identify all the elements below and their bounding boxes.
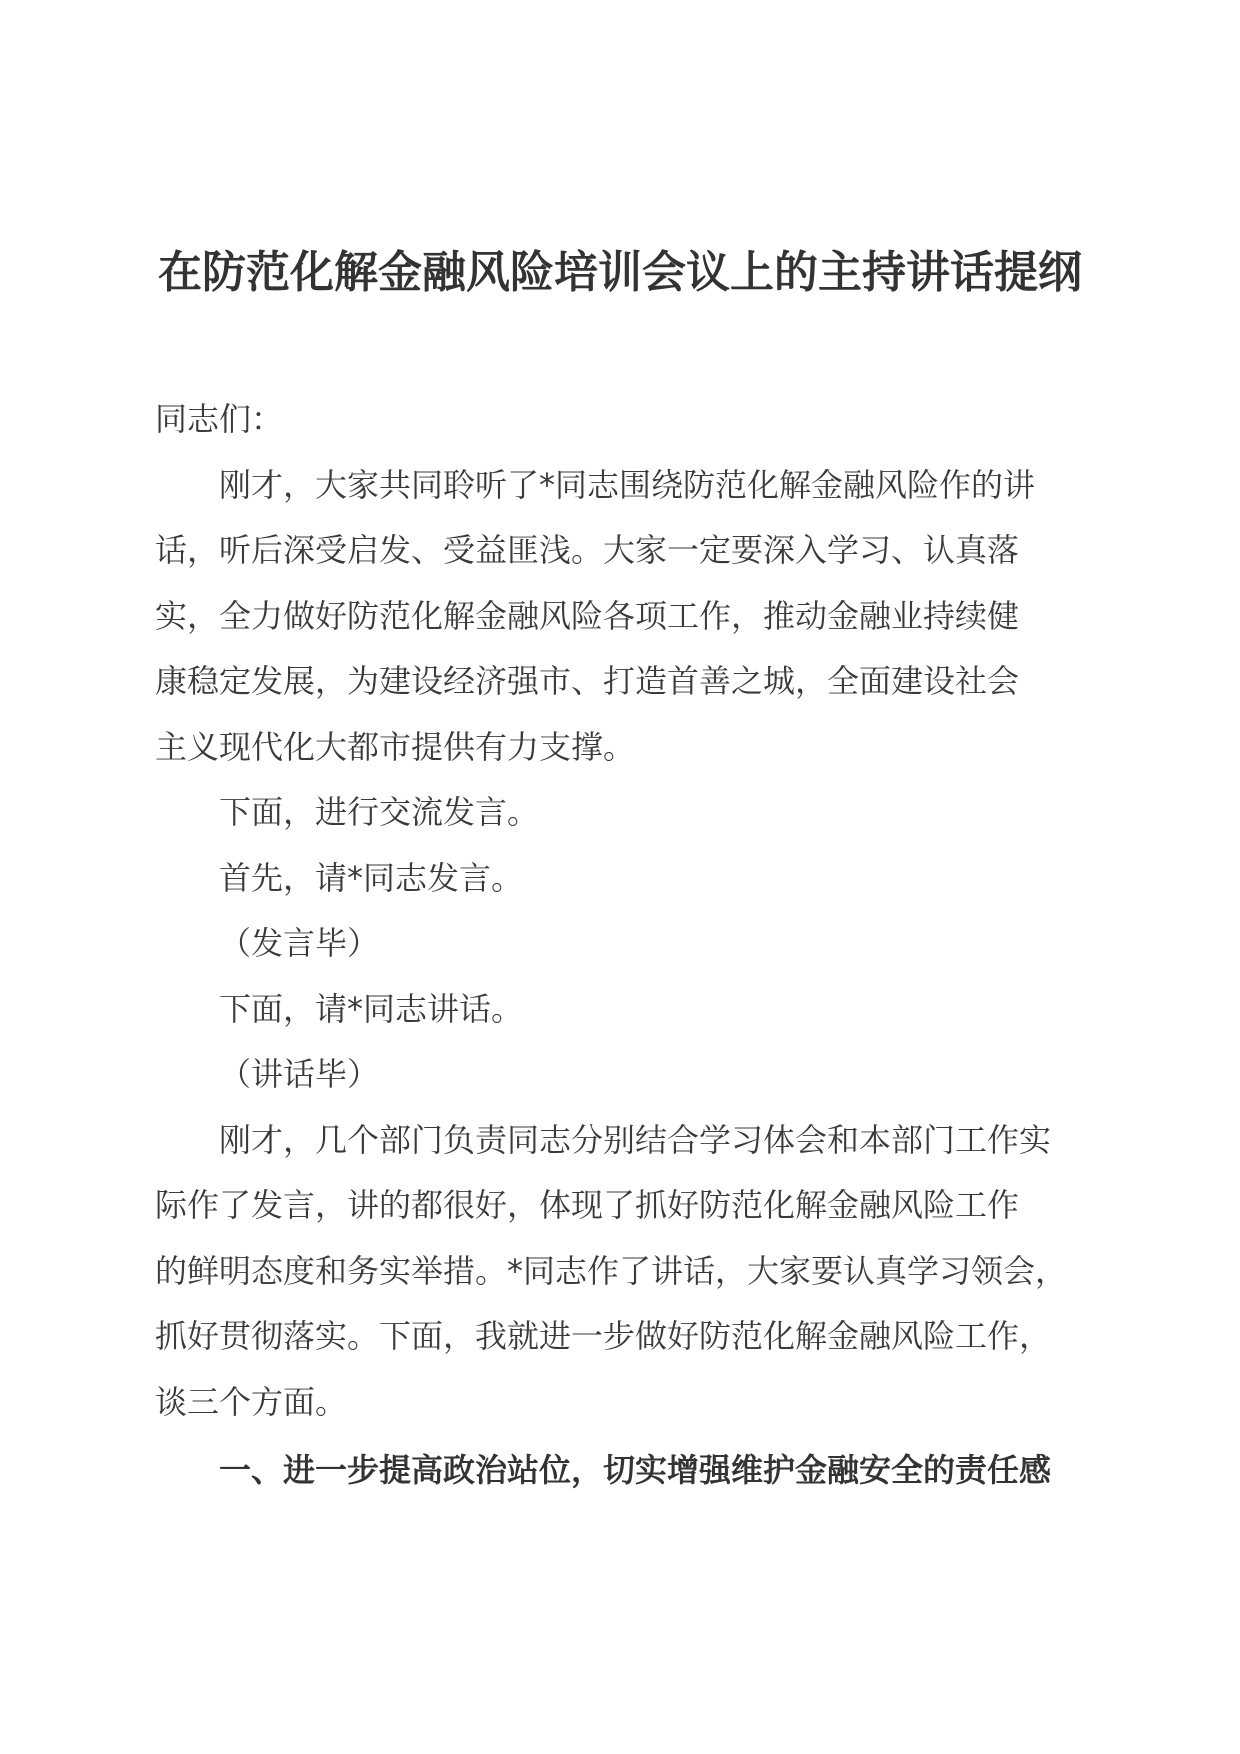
paragraph-line: 际作了发言，讲的都很好，体现了抓好防范化解金融风险工作 <box>155 1186 1020 1224</box>
paragraph-line: 实，全力做好防范化解金融风险各项工作，推动金融业持续健 <box>155 596 1020 635</box>
paragraph-opening <box>155 453 1095 781</box>
paragraph-line: 抓好贯彻落实。下面，我就进一步做好防范化解金融风险工作， <box>155 1317 1052 1355</box>
section-heading-1: 一、进一步提高政治站位，切实增强维护金融安全的责任感 <box>219 1451 1052 1489</box>
paragraph-summary <box>155 1108 1095 1436</box>
paragraph-talk-end: （讲话毕） <box>219 1055 380 1093</box>
paragraph-next-speaker: 下面，请*同志讲话。 <box>219 989 524 1028</box>
document-title: 在防范化解金融风险培训会议上的主持讲话提纲 <box>158 247 1082 298</box>
document-body <box>155 387 1095 1504</box>
paragraph-line: 话，听后深受启发、受益匪浅。大家一定要深入学习、认真落 <box>155 531 1020 569</box>
paragraph-exchange: 下面，进行交流发言。 <box>219 793 540 831</box>
paragraph-line: 刚才，大家共同聆听了*同志围绕防范化解金融风险作的讲 <box>219 465 1036 504</box>
paragraph-first-speaker: 首先，请*同志发言。 <box>219 858 524 897</box>
paragraph-line: 主义现代化大都市提供有力支撑。 <box>155 727 636 766</box>
paragraph-line: 康稳定发展，为建设经济强市、打造首善之城，全面建设社会 <box>155 662 1020 700</box>
paragraph-line: 刚才，几个部门负责同志分别结合学习体会和本部门工作实 <box>219 1120 1052 1159</box>
salutation: 同志们： <box>155 400 284 438</box>
paragraph-line: 的鲜明态度和务实举措。*同志作了讲话，大家要认真学习领会， <box>155 1251 1068 1290</box>
paragraph-speech-end: （发言毕） <box>219 924 380 962</box>
paragraph-line: 谈三个方面。 <box>155 1382 348 1421</box>
